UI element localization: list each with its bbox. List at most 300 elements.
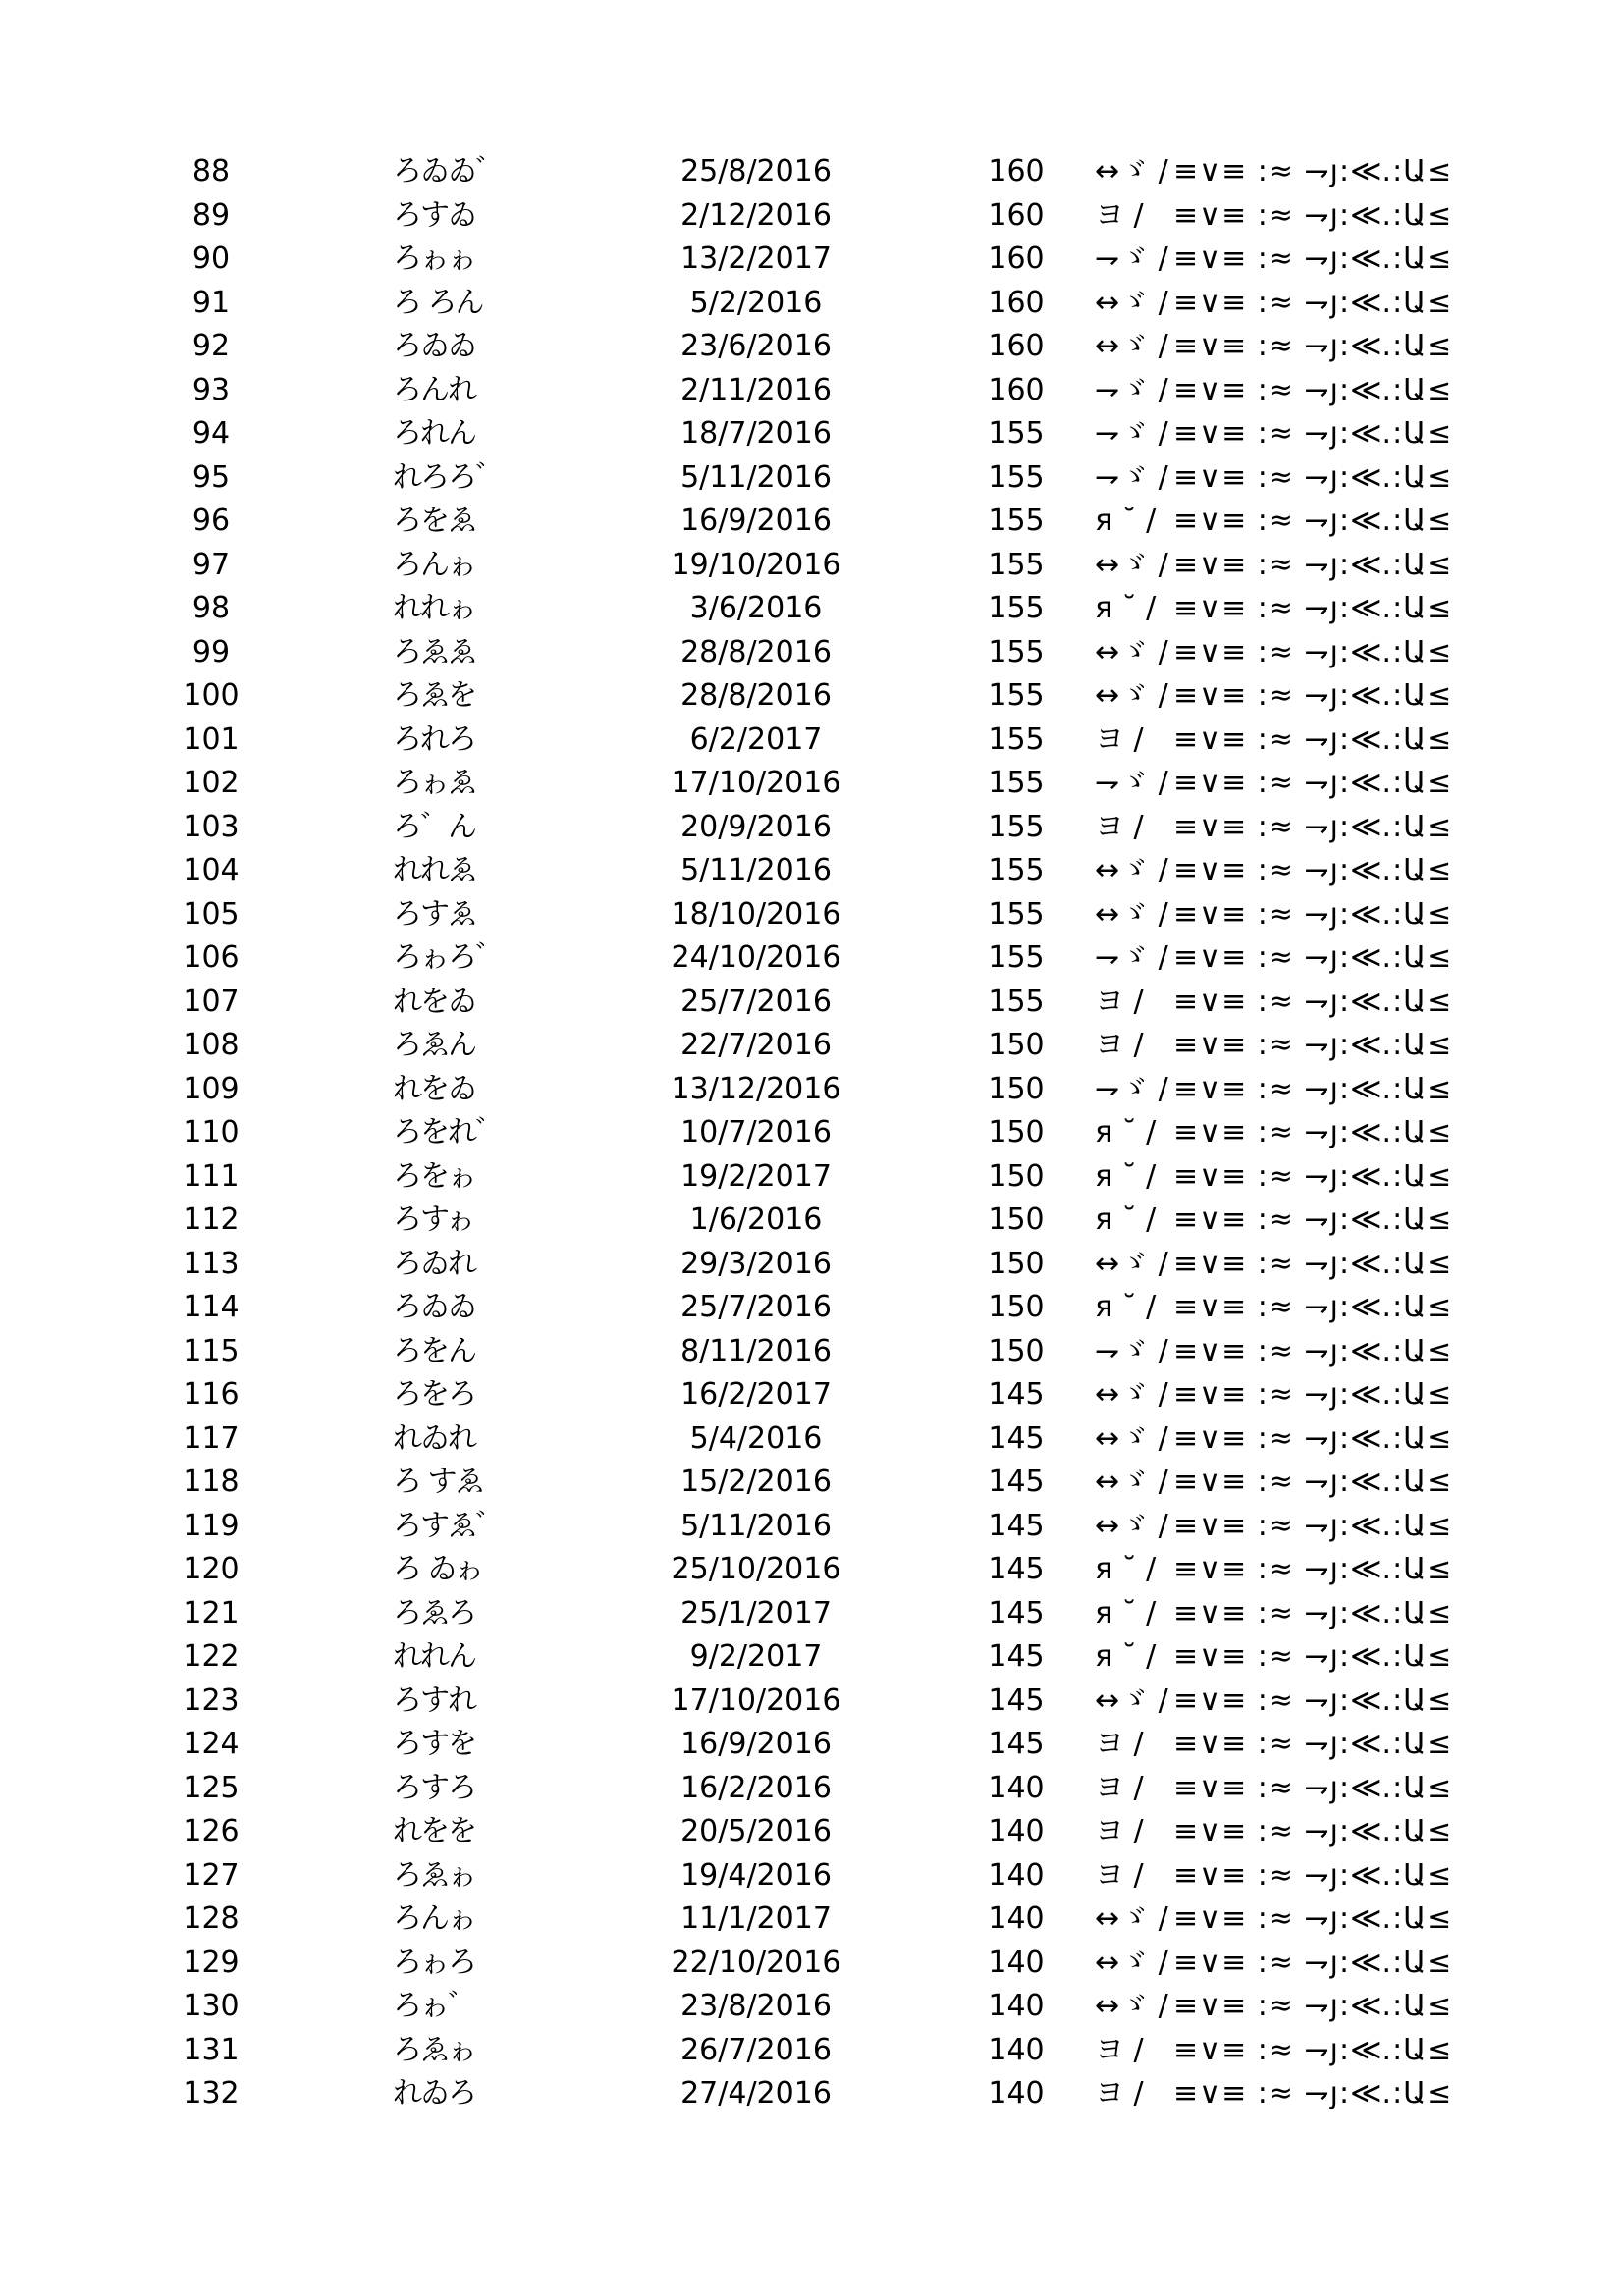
row-date: 16/2/2016 [680, 1770, 832, 1805]
row-score: 145 [988, 1595, 1045, 1630]
row-code: ろゐゐ [393, 329, 475, 363]
table-row [0, 1592, 1624, 1636]
row-code: ろんれ [393, 372, 475, 407]
row-tag: я ˘ / [1095, 591, 1157, 625]
row-label: ≡∨≡ :≈ ⇁ȷ:≪.:Ա≤ [1173, 1028, 1453, 1062]
row-tag: я ˘ / [1095, 1595, 1157, 1630]
row-number: 98 [191, 591, 231, 625]
row-number: 124 [183, 1727, 240, 1761]
row-number: 132 [183, 2076, 240, 2110]
row-number: 103 [183, 809, 240, 844]
row-score: 150 [988, 1202, 1045, 1237]
row-number: 108 [183, 1028, 240, 1062]
table-row [0, 194, 1624, 239]
row-score: 150 [988, 1290, 1045, 1324]
row-date: 19/4/2016 [680, 1857, 832, 1893]
row-code: ろゐゐ [393, 1290, 475, 1324]
row-label: ≡∨≡ :≈ ⇁ȷ:≪.:Ա≤ [1173, 329, 1453, 363]
row-score: 155 [988, 853, 1045, 887]
row-tag: ヨ / [1095, 2032, 1144, 2067]
table-row [0, 282, 1624, 326]
row-code: れゐれ [393, 1420, 475, 1456]
row-score: 155 [988, 721, 1045, 757]
row-label: ≡∨≡ :≈ ⇁ȷ:≪.:Ա≤ [1173, 1465, 1453, 1499]
row-score: 160 [988, 197, 1045, 233]
row-tag: ヨ / [1095, 1857, 1144, 1893]
row-label: ≡∨≡ :≈ ⇁ȷ:≪.:Ա≤ [1173, 285, 1453, 320]
row-label: ≡∨≡ :≈ ⇁ȷ:≪.:Ա≤ [1173, 1420, 1453, 1456]
row-code: ろゎゎ [393, 241, 475, 276]
row-date: 22/10/2016 [671, 1945, 841, 1980]
table-row [0, 631, 1624, 675]
row-code: ろゑん [393, 1028, 475, 1062]
row-code: ろ ゐゎ [393, 1552, 483, 1586]
row-label: ≡∨≡ :≈ ⇁ȷ:≪.:Ա≤ [1173, 547, 1453, 582]
row-code: れゐろ [393, 2076, 475, 2110]
row-number: 88 [191, 154, 231, 188]
row-number: 94 [191, 416, 231, 451]
row-date: 3/6/2016 [689, 591, 823, 625]
table-row [0, 456, 1624, 501]
row-label: ≡∨≡ :≈ ⇁ȷ:≪.:Ա≤ [1173, 678, 1453, 713]
row-number: 126 [183, 1814, 240, 1848]
row-label: ≡∨≡ :≈ ⇁ȷ:≪.:Ա≤ [1173, 504, 1453, 538]
row-score: 155 [988, 766, 1045, 800]
row-label: ≡∨≡ :≈ ⇁ȷ:≪.:Ա≤ [1173, 1115, 1453, 1149]
row-score: 145 [988, 1465, 1045, 1499]
row-label: ≡∨≡ :≈ ⇁ȷ:≪.:Ա≤ [1173, 940, 1453, 975]
row-code: ろんゎ [393, 1901, 475, 1936]
row-date: 24/10/2016 [671, 940, 841, 975]
row-date: 1/6/2016 [689, 1202, 823, 1237]
table-row [0, 1461, 1624, 1505]
table-row [0, 1373, 1624, 1417]
row-label: ≡∨≡ :≈ ⇁ȷ:≪.:Ա≤ [1173, 154, 1453, 188]
row-code: ろすゑ [393, 896, 475, 932]
row-label: ≡∨≡ :≈ ⇁ȷ:≪.:Ա≤ [1173, 1202, 1453, 1237]
row-label: ≡∨≡ :≈ ⇁ȷ:≪.:Ա≤ [1173, 1290, 1453, 1324]
row-tag: ↔ゞ / [1095, 1989, 1168, 2023]
row-score: 155 [988, 678, 1045, 713]
row-code: ろをん [393, 1333, 475, 1368]
row-code: ろ゛ん [393, 809, 475, 844]
row-number: 121 [183, 1595, 240, 1630]
table-row [0, 674, 1624, 719]
row-label: ≡∨≡ :≈ ⇁ȷ:≪.:Ա≤ [1173, 896, 1453, 932]
table-row [0, 1548, 1624, 1592]
row-score: 155 [988, 459, 1045, 495]
table-row [0, 719, 1624, 763]
row-label: ≡∨≡ :≈ ⇁ȷ:≪.:Ա≤ [1173, 459, 1453, 495]
row-date: 25/10/2016 [671, 1552, 841, 1586]
row-label: ≡∨≡ :≈ ⇁ȷ:≪.:Ա≤ [1173, 1901, 1453, 1936]
row-score: 150 [988, 1071, 1045, 1106]
row-number: 99 [191, 634, 231, 669]
row-number: 119 [183, 1508, 240, 1543]
row-label: ≡∨≡ :≈ ⇁ȷ:≪.:Ա≤ [1173, 1814, 1453, 1848]
row-tag: ↔ゞ / [1095, 896, 1168, 932]
row-label: ≡∨≡ :≈ ⇁ȷ:≪.:Ա≤ [1173, 1508, 1453, 1543]
row-tag: ヨ / [1095, 721, 1144, 757]
row-label: ≡∨≡ :≈ ⇁ȷ:≪.:Ա≤ [1173, 1071, 1453, 1106]
row-score: 140 [988, 1901, 1045, 1936]
row-date: 2/12/2016 [680, 197, 832, 233]
row-date: 5/11/2016 [680, 459, 832, 495]
row-score: 155 [988, 416, 1045, 451]
row-score: 140 [988, 1945, 1045, 1980]
row-date: 25/8/2016 [680, 154, 832, 188]
row-date: 13/2/2017 [680, 241, 832, 276]
table-row [0, 369, 1624, 413]
row-code: ろゑゎ [393, 2032, 475, 2067]
row-score: 140 [988, 2076, 1045, 2110]
row-tag: ⇁ゞ / [1095, 416, 1168, 451]
row-number: 97 [191, 547, 231, 582]
row-date: 28/8/2016 [680, 634, 832, 669]
row-score: 155 [988, 634, 1045, 669]
row-code: ろをろ [393, 1377, 475, 1412]
row-label: ≡∨≡ :≈ ⇁ȷ:≪.:Ա≤ [1173, 984, 1453, 1019]
row-number: 129 [183, 1945, 240, 1980]
table-row [0, 1417, 1624, 1462]
row-number: 127 [183, 1857, 240, 1893]
table-row [0, 849, 1624, 893]
row-date: 5/4/2016 [689, 1420, 823, 1456]
table-row [0, 1111, 1624, 1155]
row-tag: ヨ / [1095, 1770, 1144, 1805]
row-tag: ↔ゞ / [1095, 1246, 1168, 1281]
row-date: 5/2/2016 [689, 285, 823, 320]
row-label: ≡∨≡ :≈ ⇁ȷ:≪.:Ա≤ [1173, 1333, 1453, 1368]
row-tag: ヨ / [1095, 1814, 1144, 1848]
row-date: 26/7/2016 [680, 2032, 832, 2067]
row-code: ろすゎ [393, 1202, 474, 1237]
row-tag: ↔ゞ / [1095, 547, 1168, 582]
row-number: 107 [183, 984, 240, 1019]
table-row [0, 1155, 1624, 1200]
row-tag: я ˘ / [1095, 1202, 1157, 1237]
row-label: ≡∨≡ :≈ ⇁ȷ:≪.:Ա≤ [1173, 1639, 1453, 1674]
row-tag: ヨ / [1095, 809, 1144, 844]
row-number: 116 [183, 1377, 240, 1412]
table-row [0, 150, 1624, 194]
row-tag: я ˘ / [1095, 504, 1157, 538]
row-tag: я ˘ / [1095, 1158, 1157, 1194]
row-number: 130 [183, 1989, 240, 2023]
row-code: ろ ろん [393, 285, 483, 320]
row-score: 150 [988, 1158, 1045, 1194]
row-score: 145 [988, 1420, 1045, 1456]
row-tag: ヨ / [1095, 197, 1144, 233]
row-score: 155 [988, 504, 1045, 538]
row-tag: ⇁ゞ / [1095, 766, 1168, 800]
row-label: ≡∨≡ :≈ ⇁ȷ:≪.:Ա≤ [1173, 766, 1453, 800]
row-code: ろゑを [393, 678, 475, 713]
table-row [0, 1897, 1624, 1942]
row-date: 18/7/2016 [680, 416, 832, 451]
row-number: 118 [183, 1465, 240, 1499]
row-date: 9/2/2017 [689, 1639, 823, 1674]
row-number: 101 [183, 721, 240, 757]
row-score: 155 [988, 809, 1045, 844]
row-date: 16/2/2017 [680, 1377, 832, 1412]
row-label: ≡∨≡ :≈ ⇁ȷ:≪.:Ա≤ [1173, 1857, 1453, 1893]
table-row [0, 1505, 1624, 1549]
row-tag: ヨ / [1095, 1028, 1144, 1062]
row-label: ≡∨≡ :≈ ⇁ȷ:≪.:Ա≤ [1173, 197, 1453, 233]
row-date: 17/10/2016 [671, 766, 841, 800]
table-row [0, 1635, 1624, 1680]
row-number: 100 [183, 678, 240, 713]
row-code: ろゎ゛ [393, 1989, 475, 2023]
table-row [0, 1330, 1624, 1374]
row-code: れれん [393, 1639, 475, 1674]
row-number: 105 [183, 896, 240, 932]
row-tag: ↔ゞ / [1095, 853, 1168, 887]
row-number: 106 [183, 940, 240, 975]
row-tag: ↔ゞ / [1095, 1465, 1168, 1499]
row-score: 155 [988, 547, 1045, 582]
table-row [0, 1243, 1624, 1287]
row-number: 93 [191, 372, 231, 407]
table-row [0, 1024, 1624, 1068]
row-label: ≡∨≡ :≈ ⇁ȷ:≪.:Ա≤ [1173, 1595, 1453, 1630]
row-label: ≡∨≡ :≈ ⇁ȷ:≪.:Ա≤ [1173, 1989, 1453, 2023]
row-tag: я ˘ / [1095, 1552, 1157, 1586]
row-code: ろゑろ [393, 1595, 475, 1630]
table-row [0, 1199, 1624, 1243]
row-code: ろすれ [393, 1682, 475, 1718]
row-tag: ⇁ゞ / [1095, 1333, 1168, 1368]
data-table [0, 150, 1624, 2116]
row-date: 6/2/2017 [689, 721, 823, 757]
row-label: ≡∨≡ :≈ ⇁ȷ:≪.:Ա≤ [1173, 2076, 1453, 2110]
row-score: 155 [988, 591, 1045, 625]
row-label: ≡∨≡ :≈ ⇁ȷ:≪.:Ա≤ [1173, 1727, 1453, 1761]
row-date: 16/9/2016 [680, 504, 832, 538]
row-code: ろをゎ [393, 1158, 475, 1194]
row-date: 19/2/2017 [680, 1158, 832, 1194]
row-number: 114 [183, 1290, 240, 1324]
row-date: 5/11/2016 [680, 1508, 832, 1543]
table-row [0, 325, 1624, 369]
row-number: 95 [191, 459, 231, 495]
row-date: 23/6/2016 [680, 329, 832, 363]
row-date: 8/11/2016 [680, 1333, 832, 1368]
row-date: 29/3/2016 [680, 1246, 832, 1281]
table-row [0, 1723, 1624, 1767]
row-code: ろをゑ [393, 504, 475, 538]
row-code: ろれん [393, 416, 475, 451]
row-date: 2/11/2016 [680, 372, 832, 407]
row-date: 20/9/2016 [680, 809, 832, 844]
row-score: 150 [988, 1115, 1045, 1149]
row-number: 117 [183, 1420, 240, 1456]
table-row [0, 2029, 1624, 2073]
row-score: 160 [988, 241, 1045, 276]
row-tag: ⇁ゞ / [1095, 241, 1168, 276]
table-row [0, 806, 1624, 850]
row-score: 145 [988, 1727, 1045, 1761]
row-score: 160 [988, 285, 1045, 320]
table-row [0, 1068, 1624, 1112]
table-row [0, 1810, 1624, 1854]
row-tag: ヨ / [1095, 984, 1144, 1019]
row-tag: ↔ゞ / [1095, 1508, 1168, 1543]
row-code: ろすゐ [393, 197, 475, 233]
table-row [0, 1680, 1624, 1724]
table-row [0, 893, 1624, 937]
row-number: 90 [191, 241, 231, 276]
row-number: 104 [183, 853, 240, 887]
row-tag: ヨ / [1095, 2076, 1144, 2110]
row-label: ≡∨≡ :≈ ⇁ȷ:≪.:Ա≤ [1173, 634, 1453, 669]
table-row [0, 1767, 1624, 1811]
row-date: 16/9/2016 [680, 1727, 832, 1761]
row-score: 140 [988, 2032, 1045, 2067]
row-date: 19/10/2016 [671, 547, 841, 582]
row-date: 27/4/2016 [680, 2076, 832, 2110]
row-code: れをを [393, 1814, 475, 1848]
row-score: 160 [988, 372, 1045, 407]
row-score: 160 [988, 329, 1045, 363]
row-tag: ⇁ゞ / [1095, 459, 1168, 495]
row-code: ろをれ゛ [393, 1115, 503, 1149]
row-tag: ↔ゞ / [1095, 285, 1168, 320]
row-date: 10/7/2016 [680, 1115, 832, 1149]
row-code: れをゐ [393, 984, 475, 1019]
row-score: 140 [988, 1814, 1045, 1848]
row-number: 109 [183, 1071, 240, 1106]
row-tag: ↔ゞ / [1095, 678, 1168, 713]
row-date: 25/7/2016 [680, 1290, 832, 1324]
row-score: 140 [988, 1770, 1045, 1805]
row-tag: ↔ゞ / [1095, 1945, 1168, 1980]
row-code: ろゎろ [393, 1945, 475, 1980]
row-score: 145 [988, 1552, 1045, 1586]
row-score: 145 [988, 1682, 1045, 1718]
row-date: 28/8/2016 [680, 678, 832, 713]
row-score: 145 [988, 1639, 1045, 1674]
table-row [0, 544, 1624, 588]
row-date: 25/7/2016 [680, 984, 832, 1019]
row-number: 115 [183, 1333, 240, 1368]
row-date: 5/11/2016 [680, 853, 832, 887]
row-date: 17/10/2016 [671, 1682, 841, 1718]
row-tag: ⇁ゞ / [1095, 1071, 1168, 1106]
row-tag: я ˘ / [1095, 1290, 1157, 1324]
table-row [0, 1286, 1624, 1330]
row-number: 110 [183, 1115, 240, 1149]
table-row [0, 412, 1624, 456]
row-score: 155 [988, 896, 1045, 932]
row-code: ろれろ [393, 721, 475, 757]
row-tag: ↔ゞ / [1095, 1420, 1168, 1456]
row-date: 25/1/2017 [680, 1595, 832, 1630]
row-score: 150 [988, 1246, 1045, 1281]
row-score: 140 [988, 1989, 1045, 2023]
row-label: ≡∨≡ :≈ ⇁ȷ:≪.:Ա≤ [1173, 1246, 1453, 1281]
table-row [0, 981, 1624, 1025]
row-score: 145 [988, 1377, 1045, 1412]
row-label: ≡∨≡ :≈ ⇁ȷ:≪.:Ա≤ [1173, 809, 1453, 844]
row-label: ≡∨≡ :≈ ⇁ȷ:≪.:Ա≤ [1173, 1682, 1453, 1718]
table-row [0, 762, 1624, 806]
table-row [0, 587, 1624, 631]
row-tag: я ˘ / [1095, 1115, 1157, 1149]
row-code: ろんゎ [393, 547, 475, 582]
row-number: 125 [183, 1770, 240, 1805]
row-number: 113 [183, 1246, 240, 1281]
row-label: ≡∨≡ :≈ ⇁ȷ:≪.:Ա≤ [1173, 721, 1453, 757]
row-score: 155 [988, 940, 1045, 975]
row-tag: ↔ゞ / [1095, 1377, 1168, 1412]
row-tag: ⇁ゞ / [1095, 940, 1168, 975]
row-label: ≡∨≡ :≈ ⇁ȷ:≪.:Ա≤ [1173, 372, 1453, 407]
row-number: 122 [183, 1639, 240, 1674]
row-number: 92 [191, 329, 231, 363]
row-label: ≡∨≡ :≈ ⇁ȷ:≪.:Ա≤ [1173, 1158, 1453, 1194]
row-tag: ヨ / [1095, 1727, 1144, 1761]
row-tag: ↔ゞ / [1095, 1901, 1168, 1936]
row-date: 15/2/2016 [680, 1465, 832, 1499]
row-date: 18/10/2016 [671, 896, 841, 932]
table-row [0, 1854, 1624, 1898]
row-label: ≡∨≡ :≈ ⇁ȷ:≪.:Ա≤ [1173, 1377, 1453, 1412]
row-number: 123 [183, 1682, 240, 1718]
row-score: 150 [988, 1333, 1045, 1368]
row-tag: ⇁ゞ / [1095, 372, 1168, 407]
row-code: ろゐゐ゛ [393, 154, 503, 188]
row-code: れをゐ [393, 1071, 475, 1106]
table-row [0, 1942, 1624, 1986]
row-tag: ↔ゞ / [1095, 329, 1168, 363]
row-tag: я ˘ / [1095, 1639, 1157, 1674]
table-row [0, 2072, 1624, 2116]
table-row [0, 936, 1624, 981]
row-label: ≡∨≡ :≈ ⇁ȷ:≪.:Ա≤ [1173, 853, 1453, 887]
row-code: ろすを [393, 1727, 475, 1761]
row-tag: ↔ゞ / [1095, 154, 1168, 188]
row-number: 111 [183, 1158, 240, 1194]
row-label: ≡∨≡ :≈ ⇁ȷ:≪.:Ա≤ [1173, 1552, 1453, 1586]
row-score: 160 [988, 154, 1045, 188]
row-number: 120 [183, 1552, 240, 1586]
row-code: れれゑ [393, 853, 475, 887]
row-label: ≡∨≡ :≈ ⇁ȷ:≪.:Ա≤ [1173, 241, 1453, 276]
row-label: ≡∨≡ :≈ ⇁ȷ:≪.:Ա≤ [1173, 416, 1453, 451]
row-code: ろすろ [393, 1770, 475, 1805]
row-code: ろ すゑ [393, 1465, 483, 1499]
row-number: 112 [183, 1202, 240, 1237]
table-row [0, 238, 1624, 282]
row-score: 145 [988, 1508, 1045, 1543]
row-tag: ↔ゞ / [1095, 634, 1168, 669]
row-code: ろゐれ [393, 1246, 475, 1281]
row-number: 128 [183, 1901, 240, 1936]
row-code: ろゎゑ [393, 766, 475, 800]
row-label: ≡∨≡ :≈ ⇁ȷ:≪.:Ա≤ [1173, 2032, 1453, 2067]
row-number: 96 [191, 504, 231, 538]
row-label: ≡∨≡ :≈ ⇁ȷ:≪.:Ա≤ [1173, 591, 1453, 625]
row-code: れろろ゛ [393, 459, 503, 495]
row-code: れれゎ [393, 591, 475, 625]
row-label: ≡∨≡ :≈ ⇁ȷ:≪.:Ա≤ [1173, 1945, 1453, 1980]
row-code: ろすゑ゛ [393, 1508, 503, 1543]
row-number: 131 [183, 2032, 240, 2067]
table-row [0, 1985, 1624, 2029]
row-date: 11/1/2017 [680, 1901, 832, 1936]
